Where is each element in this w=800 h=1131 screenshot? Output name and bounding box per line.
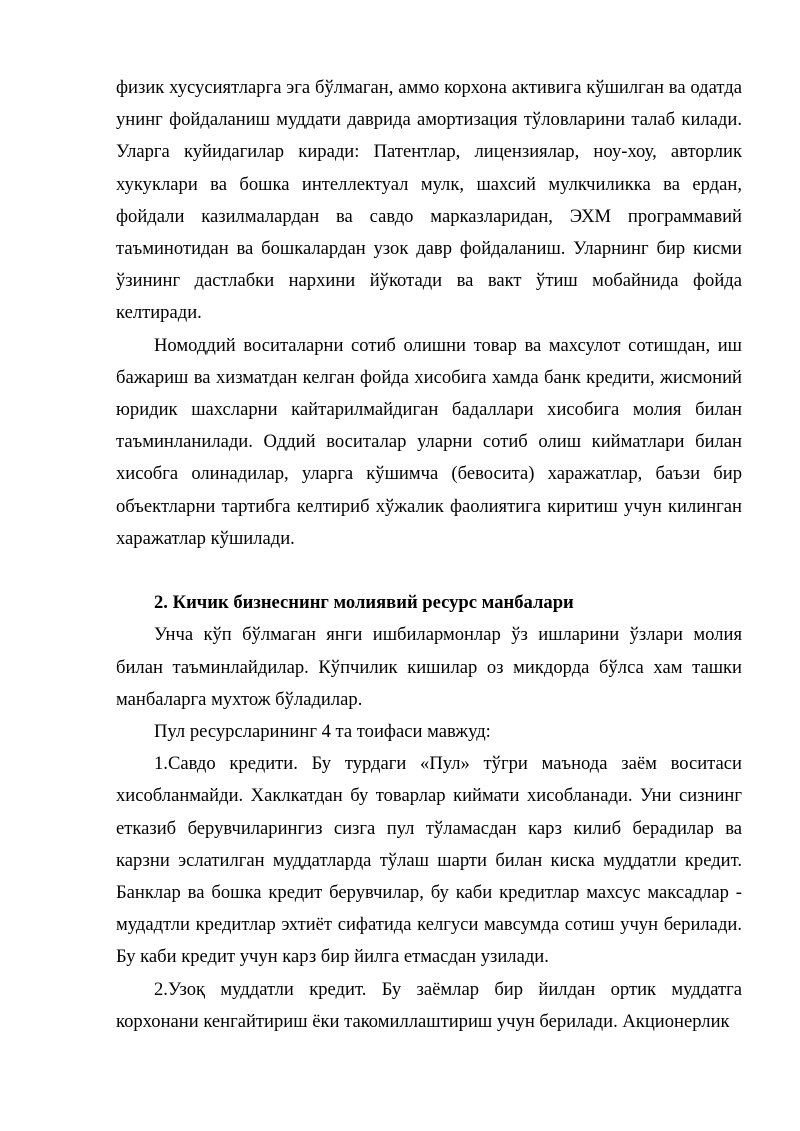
- section-heading: 2. Кичик бизнеснинг молиявий ресурс манбалари: [154, 592, 574, 614]
- body-paragraph-3: Унча кўп бўлмаган янги ишбилармонлар ўз ишларини ўзлари молия билан таъминлайдилар. Кўпчилик кишилар оз микдорда бўлса хам ташки манбаларга мухтож бўладилар.: [116, 624, 742, 710]
- body-paragraph-5: 1.Савдо кредити. Бу турдаги «Пул» тўгри маънода заём воситаси хисобланмайди. Хаклкатдан бу товарлар киймати хисобланади. Уни сизнинг етказиб берувчиларингиз сизга пул тўламасдан карз килиб берадилар ва карзни эслатилган муддатларда тўлаш шарти билан киска муддатли кредит. Банклар ва бошка кредит берувчилар, бу каби кредитлар махсус максадлар - мудадтли кредитлар эхтиёт сифатида келгуси мавсумда сотиш учун берилади. Бу каби кредит учун карз бир йилга етмасдан узилади.: [116, 753, 742, 968]
- body-paragraph-2: Номоддий воситаларни сотиб олишни товар ва махсулот сотишдан, иш бажариш ва хизматдан келган фойда хисобига хамда банк кредити, жисмоний юридик шахсларни кайтарилмайдиган бадаллари хисобига молия билан таъминланилади. Оддий воситалар уларни сотиб олиш кийматлари билан хисобга олинадилар, уларга кўшимча (бевосита) харажатлар, баъзи бир объектларни тартибга келтириб хўжалик фаолиятига киритиш учун килинган харажатлар кўшилади.: [116, 334, 742, 549]
- body-paragraph-6: 2.Узоқ муддатли кредит. Бу заёмлар бир йилдан ортик муддатга корхонани кенгайтириш ёки такомиллаштириш учун берилади. Акционерлик: [116, 978, 742, 1032]
- body-paragraph-4: Пул ресурсларининг 4 та тоифаси мавжуд:: [154, 721, 491, 743]
- document-page: [116, 72, 742, 1038]
- body-paragraph-1: физик хусусиятларга эга бўлмаган, аммо корхона активига кўшилган ва одатда унинг фойдаланиш муддати даврида амортизация тўловларини талаб килади. Уларга куйидагилар киради: Патентлар, лицензиялар, ноу-хоу, авторлик хукуклари ва бошка интеллектуал мулк, шахсий мулкчиликка ва ердан, фойдали казилмалардан ва савдо марказларидан, ЭХМ программавий таъминотидан ва бошкалардан узок давр фойдаланиш. Уларнинг бир кисми ўзининг дастлабки нархини йўкотади ва вакт ўтиш мобайнида фойда келтиради.: [116, 77, 742, 324]
